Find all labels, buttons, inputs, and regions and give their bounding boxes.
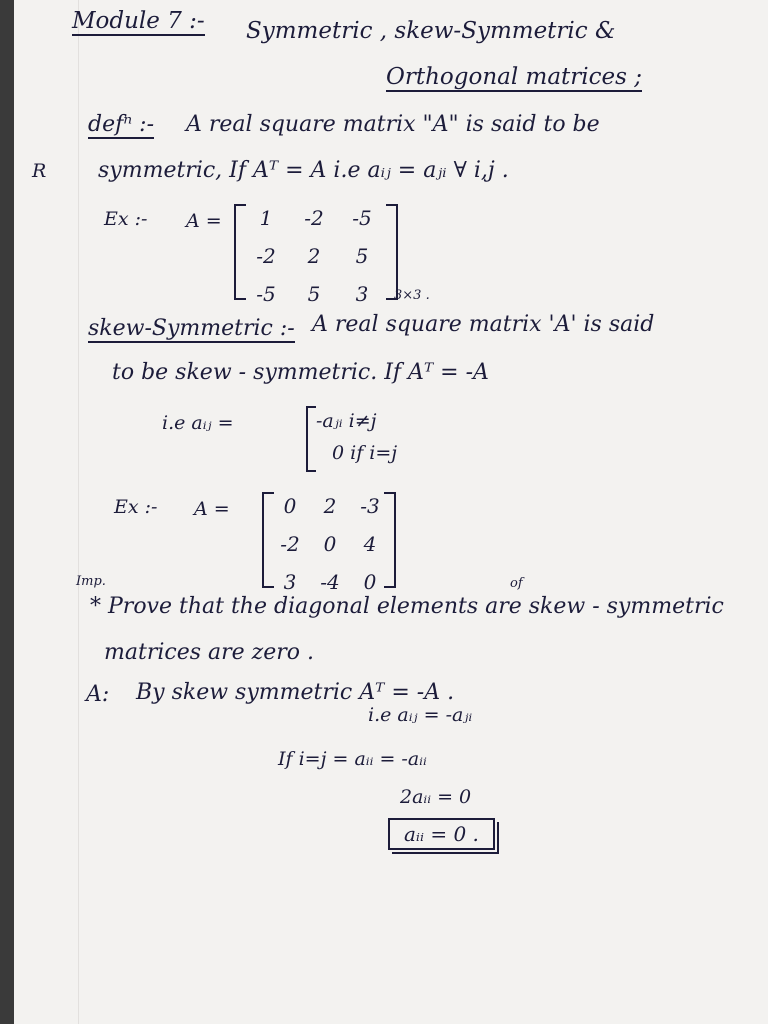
symmetric-matrix-cell-1-0: -2 — [256, 244, 276, 268]
page-title-line2: Orthogonal matrices ; — [386, 64, 642, 90]
answer-label: A: — [86, 682, 110, 707]
example-lhs: A = — [186, 210, 222, 232]
question-line2: matrices are zero . — [104, 640, 314, 665]
answer-line: By skew symmetric Aᵀ = -A . — [136, 680, 455, 705]
case-row-1: -aⱼᵢ i≠j — [316, 410, 377, 432]
skew-matrix-cell-1-2: 4 — [363, 532, 377, 556]
symmetric-matrix-cell-2-0: -5 — [256, 282, 276, 306]
skew-matrix-cell-1-0: -2 — [280, 532, 300, 556]
skew-bracket-right — [384, 492, 396, 588]
skew-example-label: Ex :- — [114, 496, 158, 518]
proof-step-2: If i=j = aᵢᵢ = -aᵢᵢ — [278, 748, 427, 770]
symmetric-matrix-cell-1-1: 2 — [307, 244, 321, 268]
symmetric-matrix-cell-2-1: 5 — [307, 282, 321, 306]
proof-result-box: aᵢᵢ = 0 . — [388, 818, 495, 850]
symmetric-example-matrix — [242, 206, 386, 306]
symmetric-matrix-cell-0-1: -2 — [304, 206, 324, 230]
question-line1: * Prove that the diagonal elements are skew - symmetric — [90, 594, 724, 619]
skew-example-matrix — [270, 494, 390, 594]
cases-brace — [306, 406, 316, 472]
symmetric-matrix-cell-1-2: 5 — [355, 244, 369, 268]
proof-step-3: 2aᵢᵢ = 0 — [400, 786, 472, 808]
skew-ie-lhs: i.e aᵢⱼ = — [162, 412, 234, 434]
example-label: Ex :- — [104, 208, 148, 230]
skew-matrix-cell-2-2: 0 — [363, 570, 377, 594]
notebook-page — [14, 0, 768, 1024]
symmetric-def-line2: symmetric, If Aᵀ = A i.e aᵢⱼ = aⱼᵢ ∀ i,j . — [98, 158, 509, 183]
skew-matrix-cell-0-0: 0 — [283, 494, 297, 518]
matrix-order: 3×3 . — [394, 288, 430, 303]
margin-mark: R — [32, 160, 47, 182]
symmetric-matrix-cell-2-2: 3 — [355, 282, 369, 306]
module-label: Module 7 :- — [72, 8, 205, 34]
skew-matrix-cell-2-1: -4 — [320, 570, 340, 594]
skew-matrix-cell-2-0: 3 — [283, 570, 297, 594]
important-mark: Imp. — [76, 574, 106, 589]
matrix-bracket-right — [386, 204, 398, 300]
symmetric-matrix-cell-0-2: -5 — [352, 206, 372, 230]
page-title: Symmetric , skew-Symmetric & — [246, 18, 616, 44]
symmetric-matrix-cell-0-0: 1 — [259, 206, 273, 230]
margin-line — [78, 0, 79, 1024]
skew-example-lhs: A = — [194, 498, 230, 520]
proof-step-1: i.e aᵢⱼ = -aⱼᵢ — [368, 704, 473, 726]
skew-matrix-cell-1-1: 0 — [323, 532, 337, 556]
definition-label: defⁿ :- — [88, 112, 154, 137]
skew-def-line2: to be skew - symmetric. If Aᵀ = -A — [112, 360, 489, 385]
insert-of: of — [510, 576, 523, 591]
skew-def-line1: A real square matrix 'A' is said — [312, 312, 655, 337]
skew-label: skew-Symmetric :- — [88, 316, 295, 341]
skew-matrix-cell-0-1: 2 — [323, 494, 337, 518]
symmetric-def-line1: A real square matrix "A" is said to be — [186, 112, 600, 137]
skew-matrix-cell-0-2: -3 — [360, 494, 380, 518]
case-row-2: 0 if i=j — [332, 442, 398, 464]
